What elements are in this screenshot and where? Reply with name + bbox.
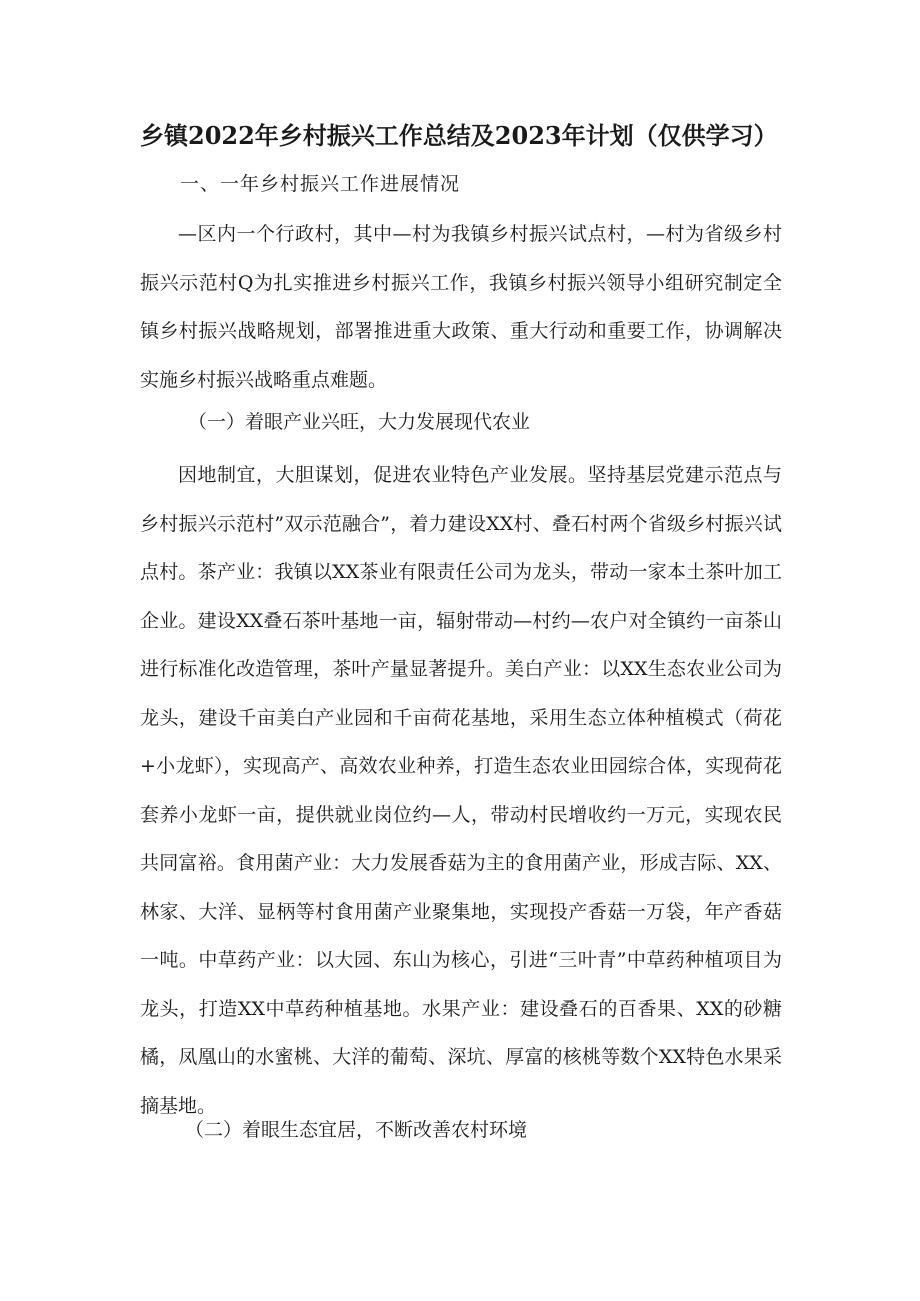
industry-paragraph: 因地制宜，大胆谋划，促进农业特色产业发展。坚持基层党建示范点与乡村振兴示范村”双示范融合”，着力建设XX村、叠石村两个省级乡村振兴试点村。茶产业：我镇以XX茶业有限责任公司为龙头，带动一家本土茶叶加工企业。建设XX叠石茶叶基地一亩，辐射带动—村约—农户对全镇约一亩茶山进行标准化改造管理，茶叶产量显著提升。美白产业：以XX生态农业公司为龙头，建设千亩美白产业园和千亩荷花基地，采用生态立体种植模式（荷花+小龙虾），实现高产、高效农业种养，打造生态农业田园综合体，实现荷花套养小龙虾一亩，提供就业岗位约—人，带动村民增收约一万元，实现农民共同富裕。食用菌产业：大力发展香菇为主的食用菌产业，形成吉际、XX、林家、大洋、显柄等村食用菌产业聚集地，实现投产香菇一万袋，年产香菇一吨。中草药产业：以大园、东山为核心，引进“三叶青”中草药种植项目为龙头，打造XX中草药种植基地。水果产业：建设叠石的百香果、XX的砂糖橘，凤凰山的水蜜桃、大洋的葡萄、深坑、厚富的核桃等数个XX特色水果采摘基地。	[140, 464, 782, 1117]
subheading-ecology: （二）着眼生态宜居，不断改善农村环境	[185, 1119, 528, 1141]
intro-paragraph: —区内一个行政村，其中—村为我镇乡村振兴试点村，—村为省级乡村振兴示范村Q为扎实推进乡村振兴工作，我镇乡村振兴领导小组研究制定全镇乡村振兴战略规划，部署推进重大政策、重大行动和重要工作，协调解决实施乡村振兴战略重点难题。	[140, 223, 782, 391]
section-heading: 一、一年乡村振兴工作进展情况	[180, 173, 461, 195]
subheading-industry: （一）着眼产业兴旺，大力发展现代农业	[188, 411, 531, 433]
document-title: 乡镇2022年乡村振兴工作总结及2023年计划（仅供学习）	[140, 121, 778, 150]
